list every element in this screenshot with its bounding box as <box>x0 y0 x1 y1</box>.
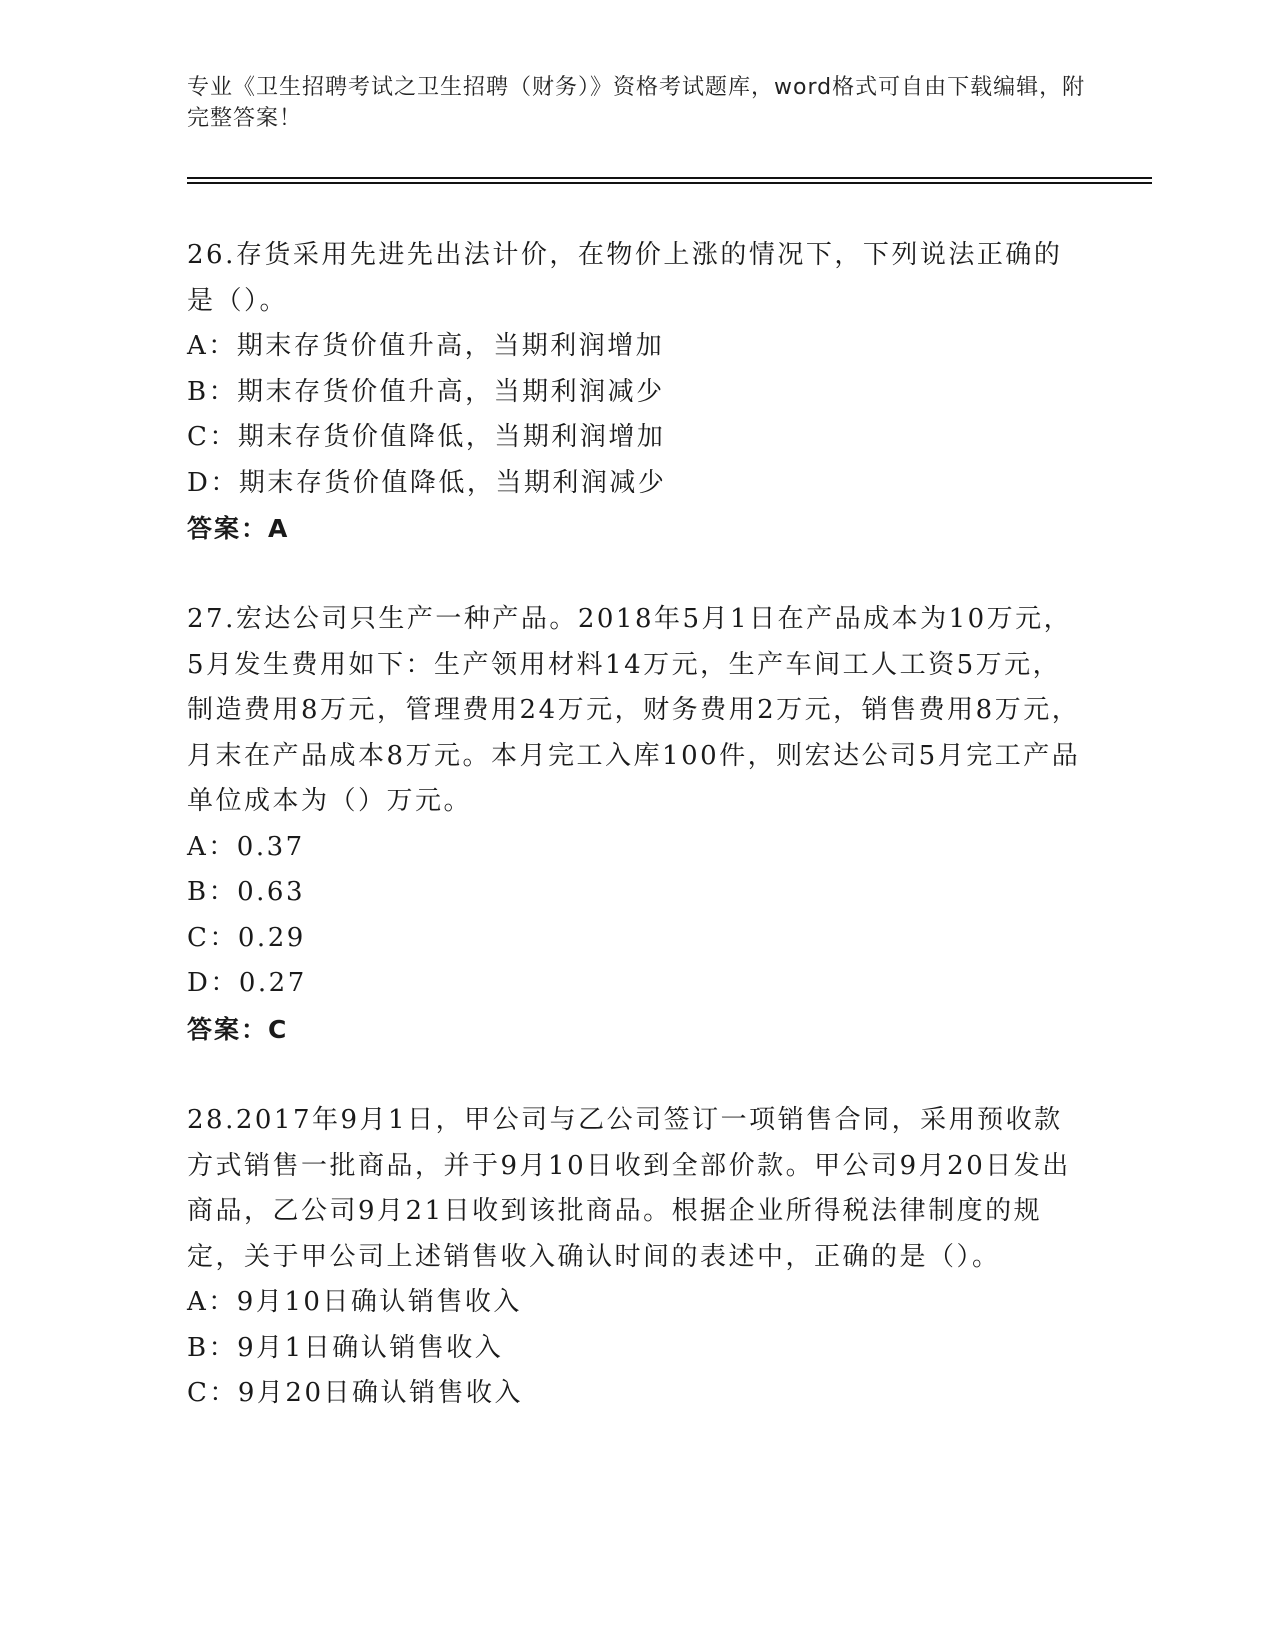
answer-label: 答案：A <box>187 514 290 543</box>
option-d: D：0.27 <box>187 968 307 998</box>
option-b: B：9月1日确认销售收入 <box>187 1332 504 1363</box>
question-stem: 28.2017年9月1日，甲公司与乙公司签订一项销售合同，采用预收款方式销售一批商品，并于9月10日收到全部价款。甲公司9月20日发出商品，乙公司9月21日收到该批商品。根据企业所得税法律制度的规定，关于甲公司上述销售收入确认时间的表述中，正确的是（）。 <box>187 1105 1071 1272</box>
question-stem: 27.宏达公司只生产一种产品。2018年5月1日在产品成本为10万元，5月发生费用如下：生产领用材料14万元，生产车间工人工资5万元，制造费用8万元，管理费用24万元，财务费用2万元，销售费用8万元，月末在产品成本8万元。本月完工入库100件，则宏达公司5月完工产品单位成本为（）万元。 <box>187 604 1081 816</box>
option-a: A：0.37 <box>187 831 305 862</box>
question-27 <box>187 597 1082 1052</box>
option-d: D：期末存货价值降低，当期利润减少 <box>187 467 667 498</box>
option-a: A：9月10日确认销售收入 <box>187 1287 522 1317</box>
answer-label: 答案：C <box>187 1014 289 1044</box>
question-stem: 26.存货采用先进先出法计价，在物价上涨的情况下，下列说法正确的是（）。 <box>187 240 1063 316</box>
option-b: B：期末存货价值升高，当期利润减少 <box>187 376 665 407</box>
option-c: C：0.29 <box>187 922 306 953</box>
option-a: A：期末存货价值升高，当期利润增加 <box>187 331 665 361</box>
option-c: C：期末存货价值降低，当期利润增加 <box>187 422 666 452</box>
header-divider-top <box>187 177 1152 179</box>
question-26 <box>187 233 1082 552</box>
question-28 <box>187 1098 1082 1417</box>
option-c: C：9月20日确认销售收入 <box>187 1378 524 1408</box>
document-header: 专业《卫生招聘考试之卫生招聘（财务）》资格考试题库，word格式可自由下载编辑，附完整答案！ <box>187 75 1086 131</box>
header-divider-bottom <box>187 182 1152 184</box>
option-b: B：0.63 <box>187 877 305 907</box>
